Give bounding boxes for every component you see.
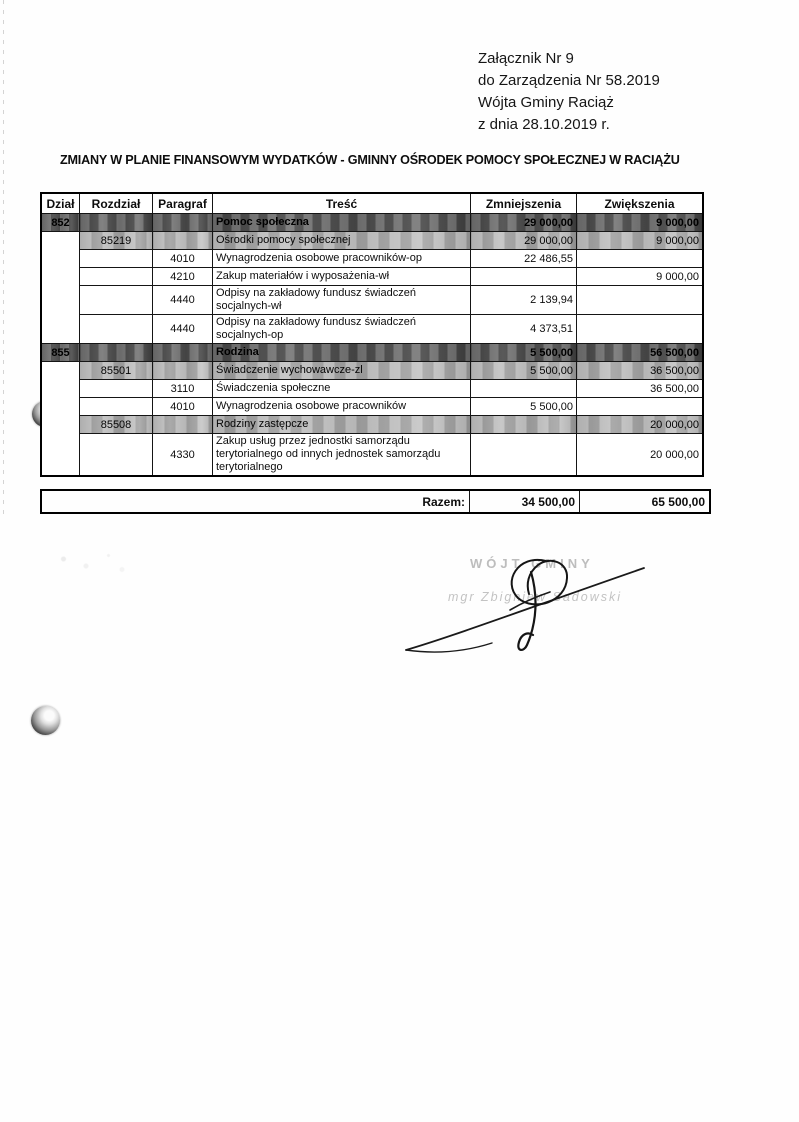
cell-paragraf: 4440: [153, 286, 213, 315]
cell-rozdzial: [80, 380, 153, 398]
cell-tresc: Rodziny zastępcze: [213, 416, 471, 434]
cell-zwiekszenia: [577, 250, 704, 268]
hole-punch-mark: [31, 706, 60, 735]
attachment-line: Załącznik Nr 9: [478, 50, 574, 67]
razem-label: Razem:: [41, 490, 470, 513]
table-row: [41, 434, 703, 477]
cell-tresc: Wynagrodzenia osobowe pracowników: [213, 398, 471, 416]
table-row: [41, 268, 703, 286]
table-row: [41, 362, 703, 380]
summary-table: [40, 489, 711, 514]
cell-tresc: Wynagrodzenia osobowe pracowników-op: [213, 250, 471, 268]
cell-rozdzial: [80, 214, 153, 232]
cell-paragraf: 3110: [153, 380, 213, 398]
cell-zmniejszenia: 22 486,55: [471, 250, 577, 268]
cell-zwiekszenia: [577, 286, 704, 315]
cell-rozdzial: [80, 398, 153, 416]
table-row: [41, 398, 703, 416]
cell-zwiekszenia: 20 000,00: [577, 434, 704, 477]
document-title: ZMIANY W PLANIE FINANSOWYM WYDATKÓW - GMINNY OŚRODEK POMOCY SPOŁECZNEJ W RACIĄŻU: [59, 152, 680, 167]
table-row: [41, 416, 703, 434]
cell-tresc: Ośrodki pomocy społecznej: [213, 232, 471, 250]
razem-zmniejszenia: 34 500,00: [470, 490, 580, 513]
cell-rozdzial: [80, 434, 153, 477]
cell-zmniejszenia: 29 000,00: [471, 232, 577, 250]
cell-rozdzial: 85219: [80, 232, 153, 250]
column-header-dzial: Dział: [41, 193, 80, 214]
cell-zwiekszenia: 9 000,00: [577, 214, 704, 232]
cell-tresc: Odpisy na zakładowy fundusz świadczeń socjalnych-op: [213, 315, 471, 344]
cell-paragraf: 4010: [153, 250, 213, 268]
cell-zmniejszenia: 5 500,00: [471, 344, 577, 362]
cell-zmniejszenia: [471, 434, 577, 477]
cell-tresc: Pomoc społeczna: [213, 214, 471, 232]
cell-paragraf: [153, 232, 213, 250]
signature-scribble: [398, 548, 654, 660]
cell-zmniejszenia: 29 000,00: [471, 214, 577, 232]
cell-zmniejszenia: [471, 380, 577, 398]
cell-tresc: Świadczenia społeczne: [213, 380, 471, 398]
table-row: [41, 250, 703, 268]
cell-paragraf: 4010: [153, 398, 213, 416]
cell-dzial: [41, 232, 80, 344]
table-header-row: [41, 193, 703, 214]
cell-rozdzial: 85508: [80, 416, 153, 434]
column-header-paragraf: Paragraf: [153, 193, 213, 214]
cell-rozdzial: [80, 286, 153, 315]
attachment-line: z dnia 28.10.2019 r.: [478, 116, 610, 133]
table-row: [41, 286, 703, 315]
cell-rozdzial: [80, 344, 153, 362]
stamp-title: WÓJT GMINY: [470, 556, 594, 571]
cell-tresc: Świadczenie wychowawcze-zl: [213, 362, 471, 380]
column-header-tresc: Treść: [213, 193, 471, 214]
cell-paragraf: 4440: [153, 315, 213, 344]
cell-zmniejszenia: [471, 416, 577, 434]
scan-speckles: [50, 545, 140, 580]
signature-block: [398, 548, 654, 660]
attachment-header: [478, 48, 660, 136]
cell-zmniejszenia: 5 500,00: [471, 362, 577, 380]
cell-paragraf: [153, 416, 213, 434]
cell-zmniejszenia: 4 373,51: [471, 315, 577, 344]
attachment-line: do Zarządzenia Nr 58.2019: [478, 72, 660, 89]
cell-zmniejszenia: 2 139,94: [471, 286, 577, 315]
stamp-name: mgr Zbigniew Sadowski: [448, 590, 622, 604]
cell-zwiekszenia: 9 000,00: [577, 268, 704, 286]
cell-zwiekszenia: 36 500,00: [577, 362, 704, 380]
cell-tresc: Rodzina: [213, 344, 471, 362]
column-header-zmniejszenia: Zmniejszenia: [471, 193, 577, 214]
cell-zwiekszenia: 9 000,00: [577, 232, 704, 250]
cell-rozdzial: [80, 268, 153, 286]
cell-tresc: Zakup materiałów i wyposażenia-wł: [213, 268, 471, 286]
cell-zwiekszenia: 36 500,00: [577, 380, 704, 398]
cell-dzial: [41, 362, 80, 477]
cell-rozdzial: [80, 315, 153, 344]
cell-tresc: Zakup usług przez jednostki samorządu terytorialnego od innych jednostek samorządu terytorialnego: [213, 434, 471, 477]
cell-zmniejszenia: [471, 268, 577, 286]
scan-artifact-line: [3, 0, 4, 520]
cell-zwiekszenia: [577, 398, 704, 416]
cell-tresc: Odpisy na zakładowy fundusz świadczeń socjalnych-wł: [213, 286, 471, 315]
column-header-rozdzial: Rozdział: [80, 193, 153, 214]
cell-dzial: 852: [41, 214, 80, 232]
column-header-zwiekszenia: Zwiększenia: [577, 193, 704, 214]
cell-paragraf: 4330: [153, 434, 213, 477]
cell-paragraf: 4210: [153, 268, 213, 286]
table-row: [41, 344, 703, 362]
cell-rozdzial: [80, 250, 153, 268]
cell-dzial: 855: [41, 344, 80, 362]
table-row: [41, 214, 703, 232]
cell-zwiekszenia: [577, 315, 704, 344]
cell-rozdzial: 85501: [80, 362, 153, 380]
table-row: [41, 380, 703, 398]
attachment-line: Wójta Gminy Raciąż: [478, 94, 614, 111]
table-row: [41, 232, 703, 250]
cell-paragraf: [153, 344, 213, 362]
table-row: [41, 315, 703, 344]
razem-zwiekszenia: 65 500,00: [580, 490, 711, 513]
summary-row: [41, 490, 710, 513]
cell-zmniejszenia: 5 500,00: [471, 398, 577, 416]
budget-table: [40, 192, 704, 477]
cell-paragraf: [153, 362, 213, 380]
cell-zwiekszenia: 20 000,00: [577, 416, 704, 434]
cell-paragraf: [153, 214, 213, 232]
cell-zwiekszenia: 56 500,00: [577, 344, 704, 362]
